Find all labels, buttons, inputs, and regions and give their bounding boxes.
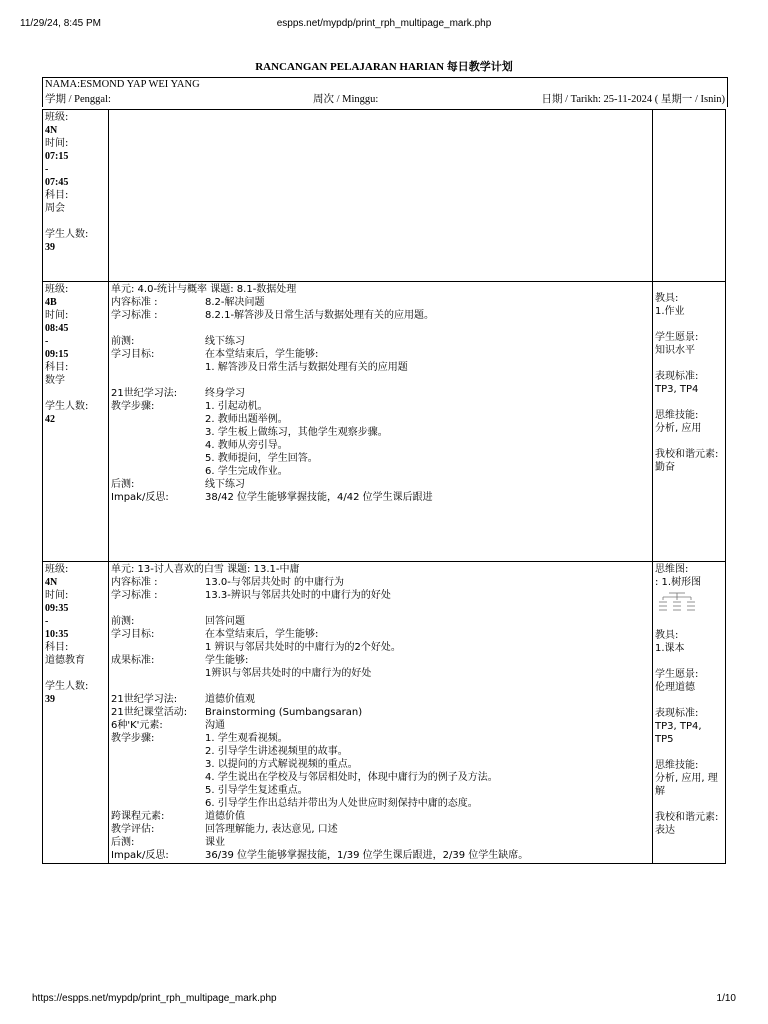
session-info-line: 09:15 — [45, 349, 69, 360]
session-info-line: 42 — [45, 414, 55, 425]
content-value: 38/42 位学生能够掌握技能，4/42 位学生课后跟进 — [205, 492, 433, 503]
resource-value: 分析, 应用 — [655, 423, 702, 434]
content-value: 8.2.1-解答涉及日常生活与数据处理有关的应用题。 — [205, 310, 435, 321]
content-key — [111, 784, 205, 797]
resource-item — [655, 811, 723, 837]
content-key: 单元: 4.0-统计与概率 课题: 8.1-数据处理 — [111, 284, 297, 295]
resource-value: 勤奋 — [655, 462, 675, 473]
session-info-line: 4N — [45, 125, 58, 136]
resource-item — [655, 331, 723, 357]
session-info-line: 科目: — [45, 190, 69, 201]
content-line — [111, 693, 650, 706]
page-counter: 1/10 — [716, 993, 736, 1004]
content-line — [111, 563, 650, 576]
session-info-line — [45, 387, 106, 400]
content-line — [111, 797, 650, 810]
session-info — [43, 562, 109, 864]
content-value: 6. 引导学生作出总结并带出为人处世应时刻保持中庸的态度。 — [205, 798, 478, 809]
session-info-line: 39 — [45, 242, 55, 253]
session-row — [43, 282, 726, 562]
content-line — [111, 602, 650, 615]
content-value: 4. 学生说出在学校及与邻居相处时，体现中庸行为的例子及方法。 — [205, 772, 498, 783]
content-line — [111, 335, 650, 348]
content-value: Brainstorming (Sumbangsaran) — [205, 707, 363, 718]
content-line — [111, 758, 650, 771]
content-line — [111, 426, 650, 439]
session-info-line: 科目: — [45, 642, 69, 653]
content-value: 1 辨识与邻居共处时的中庸行为的2个好处。 — [205, 642, 401, 653]
session-info-line: 周会 — [45, 203, 65, 214]
thinking-map-value: : 1.树形图 — [655, 577, 702, 588]
session-info-line — [45, 667, 106, 680]
content-line — [111, 667, 650, 680]
content-value: 线下练习 — [205, 479, 245, 490]
content-key — [111, 322, 205, 335]
content-value: 13.3-辨识与邻居共处时的中庸行为的好处 — [205, 590, 391, 601]
content-key — [111, 602, 205, 615]
content-value: 沟通 — [205, 720, 225, 731]
content-line — [111, 823, 650, 836]
resource-label: 思维技能: — [655, 410, 699, 421]
content-value: 1. 引起动机。 — [205, 401, 268, 412]
content-line — [111, 322, 650, 335]
session-resources — [653, 562, 726, 864]
content-key — [111, 745, 205, 758]
content-line — [111, 374, 650, 387]
content-key: 学习标准 : — [111, 310, 158, 321]
content-value: 道德价值观 — [205, 694, 255, 705]
session-resources — [653, 282, 726, 562]
session-info-line: - — [45, 616, 49, 627]
content-key — [111, 797, 205, 810]
browser-page-title: espps.net/mypdp/print_rph_multipage_mark.php — [276, 18, 492, 29]
header-row — [43, 92, 727, 107]
teacher-name: NAMA:ESMOND YAP WEI YANG — [45, 79, 200, 90]
content-line — [111, 576, 650, 589]
content-line — [111, 732, 650, 745]
content-line — [111, 706, 650, 719]
content-key — [111, 667, 205, 680]
content-line — [111, 491, 650, 504]
content-key — [111, 413, 205, 426]
resource-item — [655, 409, 723, 435]
content-line — [111, 361, 650, 374]
content-key: 教学步骤: — [111, 733, 155, 744]
session-resources — [653, 110, 726, 282]
content-key: 学习目标: — [111, 349, 155, 360]
content-value: 6. 学生完成作业。 — [205, 466, 288, 477]
content-line — [111, 589, 650, 602]
tree-map-icon — [657, 590, 697, 616]
resource-value: TP3, TP4, TP5 — [655, 721, 702, 745]
content-key: 教学评估: — [111, 824, 155, 835]
session-info — [43, 282, 109, 562]
content-line — [111, 348, 650, 361]
resource-value: 1.作业 — [655, 306, 685, 317]
content-key: 21世纪课堂活动: — [111, 707, 188, 718]
resource-label: 表现标准: — [655, 371, 699, 382]
content-line — [111, 654, 650, 667]
resource-item — [655, 759, 723, 798]
content-value: 8.2-解决问题 — [205, 297, 265, 308]
content-key: 内容标准 : — [111, 577, 158, 588]
content-key — [111, 758, 205, 771]
content-key: 21世纪学习法: — [111, 694, 178, 705]
content-key — [111, 452, 205, 465]
content-key: 21世纪学习法: — [111, 388, 178, 399]
content-line — [111, 680, 650, 693]
content-value: 3. 学生板上做练习，其他学生观察步骤。 — [205, 427, 388, 438]
session-info-line: 科目: — [45, 362, 69, 373]
content-key: Impak/反思: — [111, 492, 169, 503]
content-key — [111, 465, 205, 478]
content-key — [111, 439, 205, 452]
session-content — [109, 282, 653, 562]
session-info-line: 学生人数: — [45, 401, 89, 412]
resource-label: 教具: — [655, 630, 679, 641]
session-info-line: - — [45, 336, 49, 347]
content-line — [111, 784, 650, 797]
resource-value: 知识水平 — [655, 345, 695, 356]
content-line — [111, 387, 650, 400]
content-value: 回答理解能力, 表达意见, 口述 — [205, 824, 338, 835]
content-line — [111, 439, 650, 452]
content-key: 内容标准 : — [111, 297, 158, 308]
content-key — [111, 641, 205, 654]
session-info-line: 4B — [45, 297, 57, 308]
resource-label: 表现标准: — [655, 708, 699, 719]
session-info-line: 4N — [45, 577, 58, 588]
session-info-line: 时间: — [45, 138, 69, 149]
content-line — [111, 810, 650, 823]
resource-label: 思维技能: — [655, 760, 699, 771]
content-value: 在本堂结束后，学生能够: — [205, 629, 319, 640]
thinking-map — [655, 563, 723, 616]
lesson-plan-table — [42, 109, 726, 864]
session-info-line: 39 — [45, 694, 55, 705]
content-key: 跨课程元素: — [111, 811, 165, 822]
content-key: 后测: — [111, 837, 135, 848]
session-info-line: 班级: — [45, 112, 69, 123]
content-key — [111, 374, 205, 387]
browser-datetime: 11/29/24, 8:45 PM — [20, 18, 101, 29]
content-key: 前测: — [111, 616, 135, 627]
session-info-line: 07:15 — [45, 151, 69, 162]
content-line — [111, 771, 650, 784]
session-info-line: 07:45 — [45, 177, 69, 188]
content-line — [111, 615, 650, 628]
session-info-line: - — [45, 164, 49, 175]
resource-label: 学生愿景: — [655, 669, 699, 680]
content-value: 课业 — [205, 837, 225, 848]
content-value: 1. 解答涉及日常生活与数据处理有关的应用题 — [205, 362, 408, 373]
resource-value: 伦理道德 — [655, 682, 695, 693]
content-line — [111, 400, 650, 413]
content-value: 在本堂结束后，学生能够: — [205, 349, 319, 360]
content-key: 学习目标: — [111, 629, 155, 640]
resource-value: TP3, TP4 — [655, 384, 699, 395]
session-info-line: 班级: — [45, 284, 69, 295]
content-key: 成果标准: — [111, 655, 155, 666]
session-info-line: 时间: — [45, 590, 69, 601]
resource-item — [655, 629, 723, 655]
resource-label: 学生愿景: — [655, 332, 699, 343]
resource-item — [655, 448, 723, 474]
content-value: 2. 教师出题举例。 — [205, 414, 288, 425]
content-value: 线下练习 — [205, 336, 245, 347]
content-key: 6种'K'元素: — [111, 720, 163, 731]
content-line — [111, 465, 650, 478]
content-line — [111, 478, 650, 491]
resource-item — [655, 292, 723, 318]
resource-value: 1.课本 — [655, 643, 685, 654]
content-line — [111, 628, 650, 641]
session-info-line: 班级: — [45, 564, 69, 575]
content-value: 学生能够: — [205, 655, 249, 666]
session-info-line — [45, 215, 106, 228]
content-value: 5. 引导学生复述重点。 — [205, 785, 308, 796]
document-title: RANCANGAN PELAJARAN HARIAN 每日教学计划 — [255, 61, 513, 73]
content-line — [111, 745, 650, 758]
session-info-line: 学生人数: — [45, 229, 89, 240]
footer-url: https://espps.net/mypdp/print_rph_multipage_mark.php — [32, 993, 277, 1004]
content-line — [111, 836, 650, 849]
session-info-line: 10:35 — [45, 629, 69, 640]
session-content — [109, 110, 653, 282]
content-value: 5. 教师提问，学生回答。 — [205, 453, 318, 464]
resource-item — [655, 707, 723, 746]
resource-item — [655, 668, 723, 694]
date-label: 日期 / Tarikh: 25-11-2024 ( 星期一 / Isnin) — [541, 94, 725, 105]
content-key: 后测: — [111, 479, 135, 490]
resource-value: 分析, 应用, 理解 — [655, 773, 718, 797]
session-info-line: 09:35 — [45, 603, 69, 614]
content-key: 单元: 13-讨人喜欢的白雪 课题: 13.1-中庸 — [111, 564, 300, 575]
content-line — [111, 309, 650, 322]
content-value: 道德价值 — [205, 811, 245, 822]
content-value: 回答问题 — [205, 616, 245, 627]
content-value: 4. 教师从旁引导。 — [205, 440, 288, 451]
content-value: 13.0-与邻居共处时 的中庸行为 — [205, 577, 345, 588]
resource-label: 我校和谐元素: — [655, 812, 719, 823]
term-label: 学期 / Penggal: — [45, 94, 111, 105]
week-label: 周次 / Minggu: — [313, 94, 379, 105]
content-key — [111, 771, 205, 784]
content-key — [111, 426, 205, 439]
content-line — [111, 413, 650, 426]
content-key: 教学步骤: — [111, 401, 155, 412]
content-line — [111, 283, 650, 296]
content-value: 1. 学生观看视频。 — [205, 733, 288, 744]
content-line — [111, 719, 650, 732]
content-key: Impak/反思: — [111, 850, 169, 861]
content-line — [111, 849, 650, 862]
session-info-line: 08:45 — [45, 323, 69, 334]
content-value: 36/39 位学生能够掌握技能，1/39 位学生课后跟进，2/39 位学生缺席。 — [205, 850, 529, 861]
content-value: 3. 以提问的方式解说视频的重点。 — [205, 759, 358, 770]
content-key — [111, 680, 205, 693]
session-info-line: 数学 — [45, 375, 65, 386]
content-key — [111, 361, 205, 374]
content-value: 2. 引导学生讲述视频里的故事。 — [205, 746, 348, 757]
session-info — [43, 110, 109, 282]
session-info-line: 学生人数: — [45, 681, 89, 692]
session-info-line: 道德教育 — [45, 655, 85, 666]
thinking-map-label: 思维图: — [655, 564, 689, 575]
resource-value: 表达 — [655, 825, 675, 836]
content-value: 终身学习 — [205, 388, 245, 399]
resource-item — [655, 370, 723, 396]
header-info — [42, 77, 728, 107]
session-row — [43, 110, 726, 282]
resource-label: 我校和谐元素: — [655, 449, 719, 460]
content-key: 学习标准 : — [111, 590, 158, 601]
content-key: 前测: — [111, 336, 135, 347]
session-row — [43, 562, 726, 864]
resource-label: 教具: — [655, 293, 679, 304]
content-line — [111, 452, 650, 465]
session-info-line: 时间: — [45, 310, 69, 321]
session-content — [109, 562, 653, 864]
content-line — [111, 641, 650, 654]
content-value: 1辨识与邻居共处时的中庸行为的好处 — [205, 668, 372, 679]
content-line — [111, 296, 650, 309]
